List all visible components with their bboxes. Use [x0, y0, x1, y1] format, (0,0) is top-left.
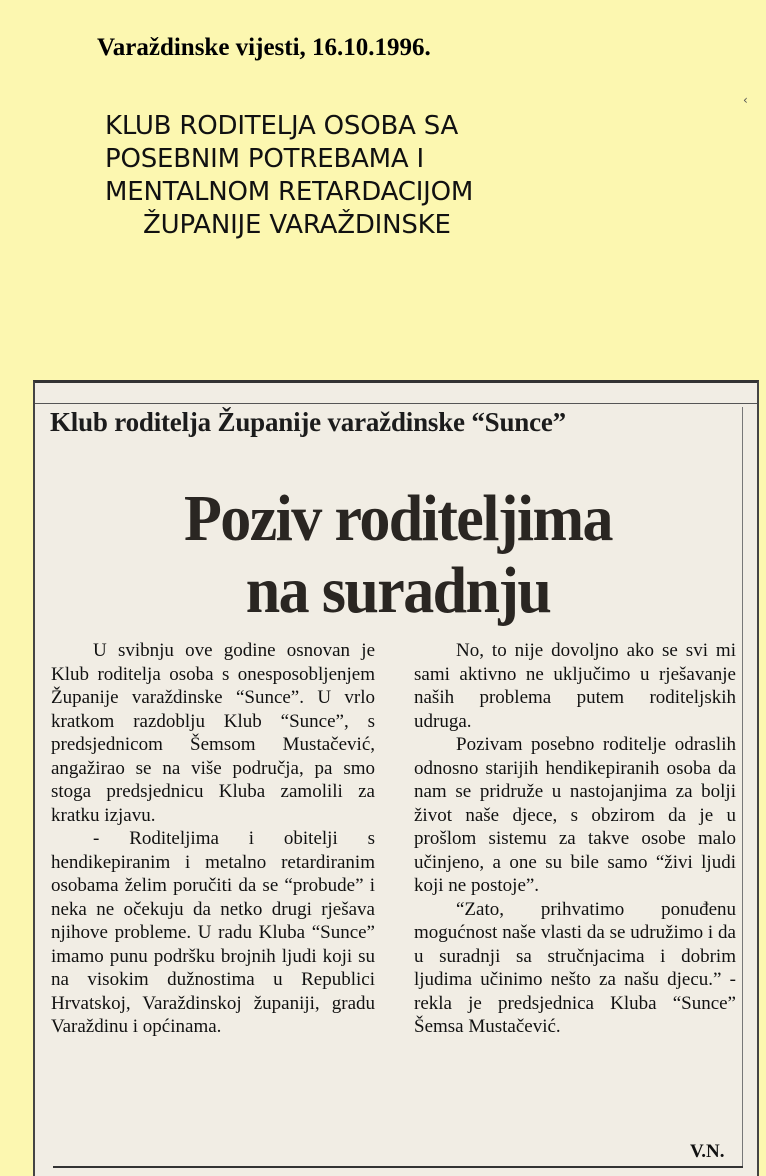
club-line: MENTALNOM RETARDACIJOM: [105, 177, 474, 207]
club-line: ŽUPANIJE VARAŽDINSKE: [143, 210, 451, 240]
article-headline-line-1: Poziv roditeljima: [184, 482, 612, 556]
top-rule: [35, 403, 757, 404]
article-paragraph: U svibnju ove godine osnovan je Klub roditelja osoba s onesposobljenjem Županije varaždinske “Sunce”. U vrlo kratkom razdoblju Klub “Sunce”, s predsjednicom Šemsom Mustačević, angažirao se na više područja, pa smo stoga predsjednicu Kluba zamolili za kratku izjavu.: [51, 640, 375, 826]
article-paragraph: Pozivam posebno roditelje odraslih odnosno starijih hendikepiranih osoba da nam se pridruže u nastojanjima za bolji život naše djece, s obzirom da je u prošlom sistemu za takve osobe malo učinjeno, a one su bile samo “živi ljudi koji ne postoje”.: [414, 734, 736, 896]
scan-mark: ‹: [743, 93, 748, 107]
club-line: POSEBNIM POTREBAMA I: [105, 144, 425, 174]
source-citation: Varaždinske vijesti, 16.10.1996.: [97, 34, 431, 61]
club-name-block: [105, 110, 605, 242]
article-paragraph: - Roditeljima i obitelji s hendikepiranim i metalno retardiranim osobama želim poručiti da se “probude” i neka ne očekuju da netko drugi rješava njihove probleme. U radu Kluba “Sunce” imamo punu podršku brojnih ljudi koji su na visokim dužnostima u Republici Hrvatskoj, Varaždinskoj županiji, gradu Varaždinu i općinama.: [51, 828, 375, 1037]
club-line: KLUB RODITELJA OSOBA SA: [105, 111, 459, 141]
author-signature: V.N.: [690, 1141, 725, 1162]
article-headline-line-2: na suradnju: [245, 554, 551, 628]
newspaper-clipping: [33, 380, 759, 1176]
article-paragraph: No, to nije dovoljno ako se svi mi sami aktivno ne uključimo u rješavanje naših problema putem roditeljskih udruga.: [414, 640, 736, 732]
article-paragraph: “Zato, prihvatimo ponuđenu mogućnost naše vlasti da se udružimo i da u suradnji sa stručnjacima i dobrim ljudima učinimo nešto za našu djecu.” - rekla je predsjednica Kluba “Sunce” Šemsa Mustačević.: [414, 898, 736, 1037]
article-kicker: Klub roditelja Županije varaždinske “Sunce”: [50, 407, 566, 437]
article-column-left: [51, 639, 375, 1039]
bottom-rule: [53, 1166, 743, 1168]
article-column-right: [414, 639, 736, 1039]
